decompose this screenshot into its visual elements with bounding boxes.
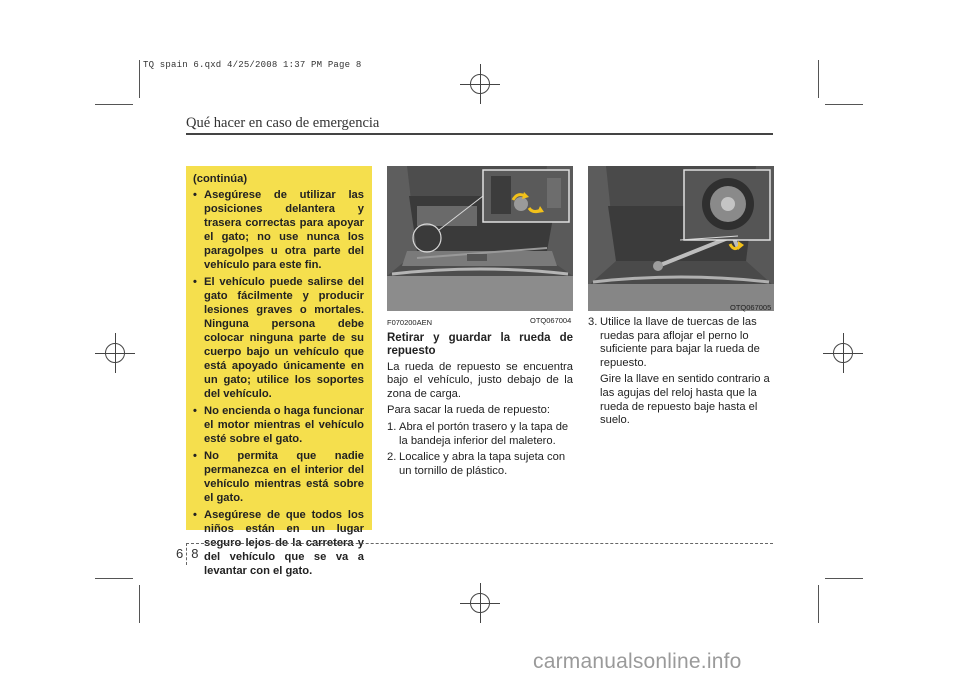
crop-mark-top-right-h — [825, 104, 863, 105]
warning-bullet: • Asegúrese de que todos los niños están en un lugar seguro lejos de la carretera y del vehículo que se va a levantar con el gato. — [193, 508, 364, 578]
warning-box — [186, 166, 372, 577]
step-number: 3. — [588, 316, 598, 328]
footer-rule — [186, 543, 773, 544]
registration-mark-top — [460, 64, 500, 104]
registration-mark-bottom — [460, 583, 500, 623]
chapter-number: 6 — [176, 546, 184, 561]
crop-mark-top-right-v — [818, 60, 819, 98]
crop-mark-top-left-h — [95, 104, 133, 105]
registration-mark-right — [823, 333, 863, 373]
step-text: Abra el portón trasero y la tapa de la bandeja inferior del maletero. — [399, 420, 569, 447]
crop-mark-bottom-right-v — [818, 585, 819, 623]
step-item — [387, 421, 573, 448]
cargo-area-photo — [387, 166, 573, 311]
watermark: carmanualsonline.info — [533, 650, 742, 673]
print-slug: TQ spain 6.qxd 4/25/2008 1:37 PM Page 8 — [143, 60, 362, 70]
page-number-value: 8 — [191, 546, 199, 561]
step-number: 1. — [387, 420, 397, 433]
right-column — [588, 316, 774, 431]
warning-bullet: • No encienda o haga funcionar el motor mientras el vehículo esté sobre el gato. — [193, 404, 364, 446]
crop-mark-bottom-right-h — [825, 578, 863, 579]
step-note: Gire la llave en sentido contrario a las agujas del reloj hasta que la rueda de repuesto baje hasta el suelo. — [600, 373, 770, 427]
section-title: Qué hacer en caso de emergencia — [186, 115, 380, 131]
step-item — [387, 451, 573, 478]
registration-mark-left — [95, 333, 135, 373]
intro-paragraph: La rueda de repuesto se encuentra bajo el vehículo, justo debajo de la zona de carga. — [387, 360, 573, 400]
figure-code-right: OTQ067005 — [730, 303, 772, 312]
warning-continues: (continúa) — [193, 173, 248, 185]
step-number: 2. — [387, 451, 397, 464]
page-number — [176, 546, 202, 561]
figure-code-left: OTQ067004 — [530, 316, 572, 325]
warning-bullet: • Asegúrese de utilizar las posiciones delantera y trasera correctas para apoyar el gato; no use nunca los paragolpes u otra parte del vehículo para este fin. — [193, 188, 364, 272]
warning-list — [193, 188, 364, 578]
crop-mark-bottom-left-h — [95, 578, 133, 579]
spare-wheel-photo — [588, 166, 774, 311]
header-rule — [186, 133, 773, 135]
warning-bullet: • No permita que nadie permanezca en el interior del vehículo mientras está sobre el gato. — [193, 449, 364, 505]
step-text: Utilice la llave de tuercas de las ruedas para aflojar el perno lo suficiente para bajar la rueda de repuesto. — [600, 316, 760, 369]
warning-bullet: • El vehículo puede salirse del gato fácilmente y producir lesiones graves o mortales. Ninguna persona debe colocar ninguna parte de su cuerpo bajo un vehículo que está apoyado únicamente en un gato; utilice los soportes del vehículo. — [193, 275, 364, 401]
crop-mark-bottom-left-v — [139, 585, 140, 623]
lead-paragraph: Para sacar la rueda de repuesto: — [387, 404, 550, 417]
reference-code: F070200AEN — [387, 318, 433, 327]
spare-wheel-heading: Retirar y guardar la rueda de repuesto — [387, 331, 573, 357]
step-item — [588, 316, 774, 370]
crop-mark-top-left-v — [139, 60, 140, 98]
step-text: Localice y abra la tapa sujeta con un tornillo de plástico. — [399, 451, 566, 477]
middle-column — [387, 316, 573, 481]
